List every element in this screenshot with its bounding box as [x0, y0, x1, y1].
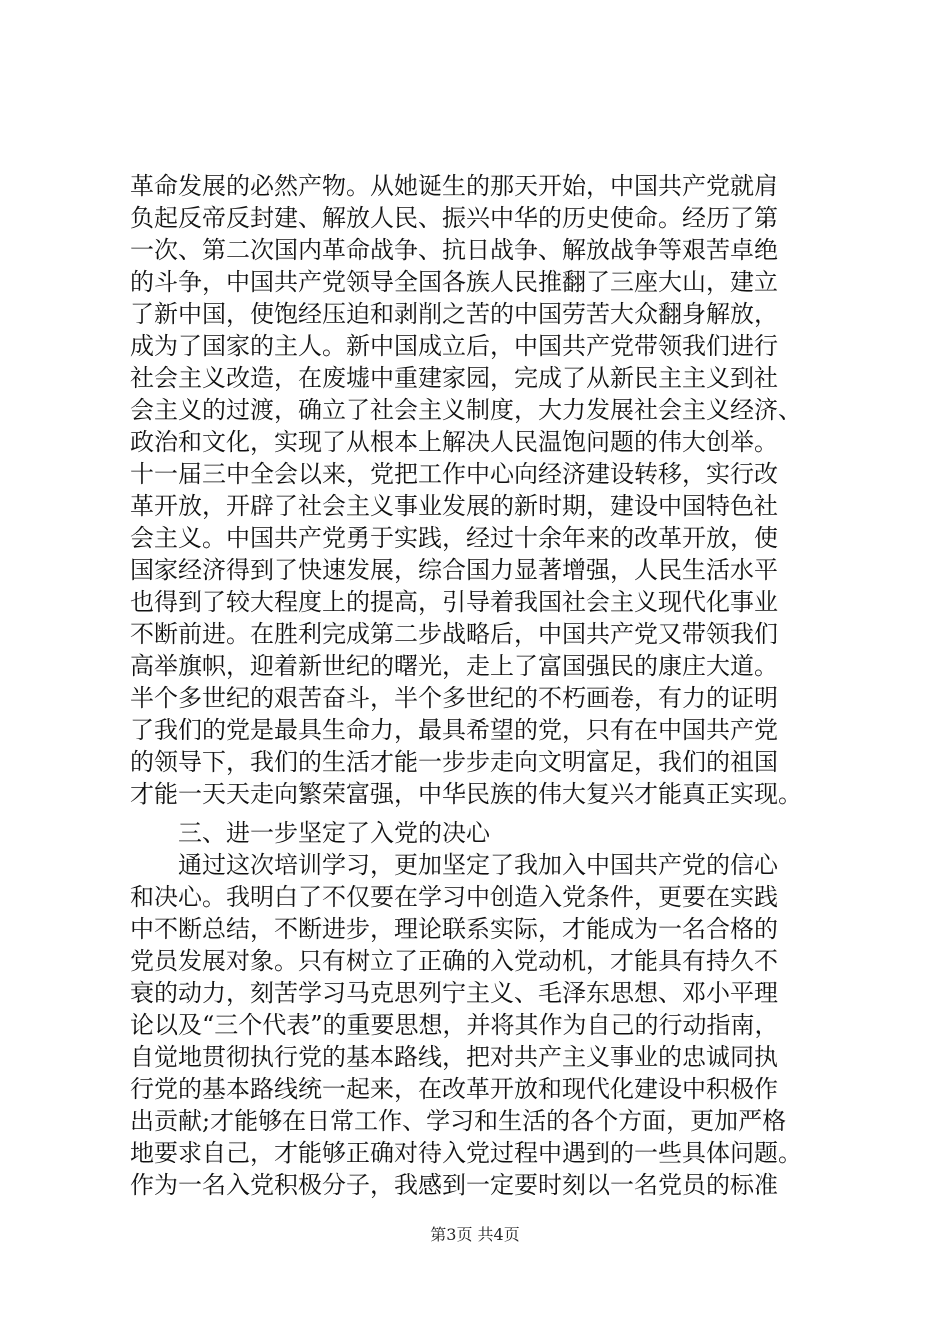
- text-line: 通过这次培训学习，更加坚定了我加入中国共产党的信心: [178, 851, 778, 879]
- text-line: 中不断总结，不断进步，理论联系实际，才能成为一名合格的: [130, 915, 778, 943]
- text-line: 政治和文化，实现了从根本上解决人民温饱问题的伟大创举。: [130, 428, 778, 456]
- page-footer: 第3页 共4页: [430, 1225, 520, 1244]
- text-line: 的斗争，中国共产党领导全国各族人民推翻了三座大山，建立: [130, 268, 778, 296]
- text-line: 会主义的过渡，确立了社会主义制度，大力发展社会主义经济、: [130, 396, 802, 424]
- text-line: 会主义。中国共产党勇于实践，经过十余年来的改革开放，使: [130, 524, 778, 552]
- text-line: 了我们的党是最具生命力，最具希望的党，只有在中国共产党: [130, 716, 778, 744]
- text-line: 才能一天天走向繁荣富强，中华民族的伟大复兴才能真正实现。: [130, 780, 802, 808]
- text-line: 社会主义改造，在废墟中重建家园，完成了从新民主主义到社: [130, 364, 778, 392]
- text-line: 的领导下，我们的生活才能一步步走向文明富足，我们的祖国: [130, 748, 778, 776]
- paragraph-history: [130, 170, 830, 810]
- text-line: 出贡献;才能够在日常工作、学习和生活的各个方面，更加严格: [130, 1107, 787, 1135]
- text-line: 和决心。我明白了不仅要在学习中创造入党条件，更要在实践: [130, 883, 778, 911]
- text-line: 革命发展的必然产物。从她诞生的那天开始，中国共产党就肩: [130, 172, 778, 200]
- text-line: 不断前进。在胜利完成第二步战略后，中国共产党又带领我们: [130, 620, 778, 648]
- text-line: 也得到了较大程度上的提高，引导着我国社会主义现代化事业: [130, 588, 778, 616]
- text-line: 衰的动力，刻苦学习马克思列宁主义、毛泽东思想、邓小平理: [130, 979, 778, 1007]
- text-line: 作为一名入党积极分子，我感到一定要时刻以一名党员的标准: [130, 1171, 778, 1199]
- text-line: 地要求自己，才能够正确对待入党过程中遇到的一些具体问题。: [130, 1139, 802, 1167]
- text-line: 高举旗帜，迎着新世纪的曙光，走上了富国强民的康庄大道。: [130, 652, 778, 680]
- text-line: 革开放，开辟了社会主义事业发展的新时期，建设中国特色社: [130, 492, 778, 520]
- section-resolve: [130, 817, 830, 1201]
- text-line: 了新中国，使饱经压迫和剥削之苦的中国劳苦大众翻身解放，: [130, 300, 778, 328]
- section-heading: 三、进一步坚定了入党的决心: [178, 819, 490, 847]
- text-line: 十一届三中全会以来，党把工作中心向经济建设转移，实行改: [130, 460, 778, 488]
- text-line: 成为了国家的主人。新中国成立后，中国共产党带领我们进行: [130, 332, 778, 360]
- text-line: 半个多世纪的艰苦奋斗，半个多世纪的不朽画卷，有力的证明: [130, 684, 778, 712]
- text-line: 国家经济得到了快速发展，综合国力显著增强，人民生活水平: [130, 556, 778, 584]
- text-line: 党员发展对象。只有树立了正确的入党动机，才能具有持久不: [130, 947, 778, 975]
- text-line: 负起反帝反封建、解放人民、振兴中华的历史使命。经历了第: [130, 204, 778, 232]
- text-line: 论以及“三个代表”的重要思想，并将其作为自己的行动指南，: [130, 1011, 779, 1039]
- text-line: 一次、第二次国内革命战争、抗日战争、解放战争等艰苦卓绝: [130, 236, 778, 264]
- text-line: 行党的基本路线统一起来，在改革开放和现代化建设中积极作: [130, 1075, 778, 1103]
- text-line: 自觉地贯彻执行党的基本路线，把对共产主义事业的忠诚同执: [130, 1043, 778, 1071]
